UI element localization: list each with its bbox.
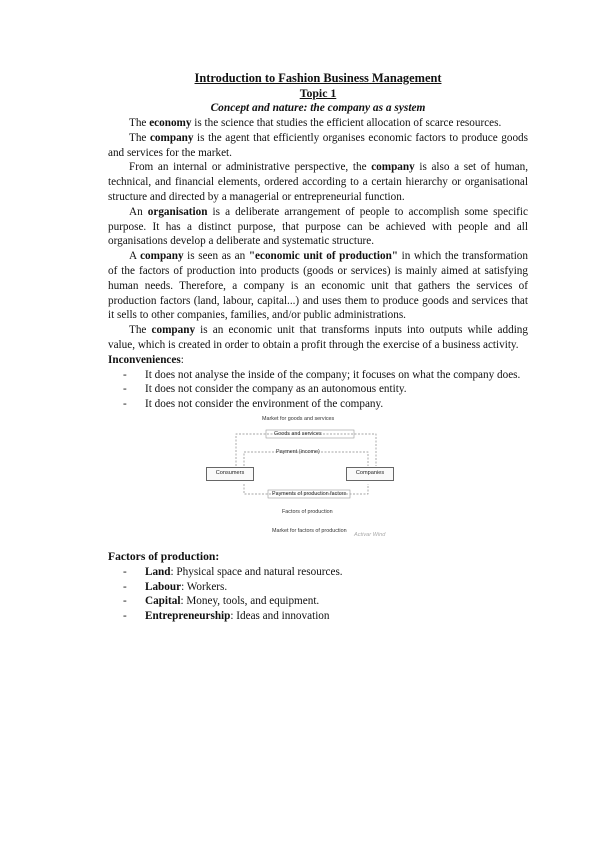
list-item: - Land: Physical space and natural resources. [123,565,528,580]
list-item: - It does not consider the company as an autonomous entity. [123,382,528,397]
companies-box: Companies [346,467,394,481]
inconveniences-list [108,368,528,412]
consumers-box: Consumers [206,467,254,481]
paragraph-company-definition: The company is the agent that efficiently organises economic factors to produce goods and services for the market. [108,131,528,159]
inconveniences-heading: Inconveniences: [108,353,184,366]
payments-factors-label: Payments of production factors [272,490,347,497]
list-item: - Entrepreneurship: Ideas and innovation [123,609,528,624]
market-goods-label: Market for goods and services [262,415,335,422]
watermark-text: Activar Wind [354,531,386,538]
factors-list [108,565,528,624]
paragraph-value: The company is an economic unit that transforms inputs into outputs while adding value, which is created in order to obtain a profit through the exercise of a business activity. [108,324,528,351]
market-factors-label: Market for factors of production [272,527,347,534]
paragraph-internal-perspective: From an internal or administrative perspective, the company is also a set of human, technical, and financial elements, ordered according to a certain hierarchy or organisational structure and directed by a managerial or entrepreneurial function. [108,161,528,203]
paragraph-economy: The economy is the science that studies the efficient allocation of scarce resources. [129,117,502,129]
document-page [108,70,528,624]
list-item: - It does not analyse the inside of the company; it focuses on what the company does. [123,368,528,383]
list-item: - Labour: Workers. [123,580,528,595]
goods-services-label: Goods and services [274,430,322,437]
payment-label: Payment (income) [276,448,320,455]
paragraph-organisation: An organisation is a deliberate arrangement of people to accomplish some specific purpose. It has a distinct purpose, that purpose can be achieved with people and all organisations develop a deliberate and systematic structure. [108,205,528,248]
circular-flow-diagram [204,416,412,542]
section-subtitle: Concept and nature: the company as a system [210,102,426,114]
list-item: - Capital: Money, tools, and equipment. [123,594,528,609]
factors-heading: Factors of production: [108,549,220,563]
paragraph-economic-unit: A company is seen as an "economic unit of production" in which the transformation of the factors of production into products (goods or services) is mainly aimed at satisfying human needs. Therefore, a company is an economic unit that gathers the services of production factors (land, labour, capital...) and uses them to produce goods and services that it sells to other companies, families, and/or public administrations. [108,250,528,322]
topic-heading: Topic 1 [299,86,337,100]
factors-label: Factors of production [282,508,333,515]
list-item: - It does not consider the environment of the company. [123,397,528,412]
document-title: Introduction to Fashion Business Management [194,71,442,85]
